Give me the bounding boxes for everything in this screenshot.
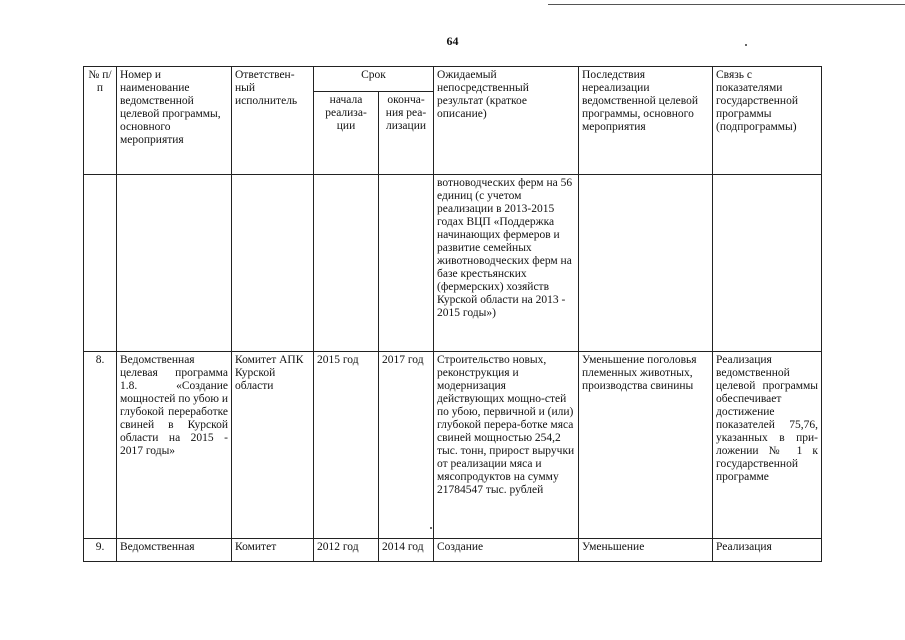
- header-expected: Ожидаемый непосредственный результат (краткое описание): [434, 67, 579, 175]
- row-start: 2015 год: [314, 352, 379, 539]
- header-consequences: Последствия нереализации ведомственной целевой программы, основного мероприятия: [579, 67, 713, 175]
- row-consequences: Уменьшение поголовья племенных животных, производства свинины: [579, 352, 713, 539]
- table-row: [84, 175, 822, 352]
- program-table: [83, 66, 822, 562]
- header-num: № п/п: [84, 67, 117, 175]
- row-num: [84, 175, 117, 352]
- row-link: Реализация: [713, 539, 822, 562]
- header-term-start: начала реализа-ции: [314, 92, 379, 175]
- row-start: [314, 175, 379, 352]
- header-link: Связь с показателями государственной программы (подпрограммы): [713, 67, 822, 175]
- row-expected: Строительство новых, реконструкция и модернизация действующих мощно-стей по убою, первичной и (или) глубокой перера-ботке мяса свиней мощностью 254,2 тыс. тонн, прирост выручки от реализации мяса и мясопродуктов на сумму 21784547 тыс. рублей: [434, 352, 579, 539]
- table-row: [84, 539, 822, 562]
- row-link: [713, 175, 822, 352]
- row-responsible: Комитет АПК Курской области: [232, 352, 314, 539]
- row-name: [117, 175, 232, 352]
- row-name: Ведомственная целевая программа 1.8. «Создание мощностей по убою и глубокой переработке свиней в Курской области на 2015 - 2017 годы»: [117, 352, 232, 539]
- row-end: [379, 175, 434, 352]
- header-term-end: оконча-ния реа-лизации: [379, 92, 434, 175]
- table-header-row: [84, 67, 822, 92]
- row-expected: вотноводческих ферм на 56 единиц (с учетом реализации в 2013-2015 годах ВЦП «Поддержка начинающих фермеров и развитие семейных животноводческих ферм на базе крестьянских (фермерских) хозяйств Курской области на 2013 - 2015 годы»): [434, 175, 579, 352]
- page-number: 64: [446, 34, 459, 48]
- row-consequences: [579, 175, 713, 352]
- scan-speck: [745, 44, 747, 46]
- header-name: Номер и наименование ведомственной целевой программы, основного мероприятия: [117, 67, 232, 175]
- row-expected: Создание: [434, 539, 579, 562]
- row-start: 2012 год: [314, 539, 379, 562]
- row-num: 9.: [84, 539, 117, 562]
- row-name: Ведомственная: [117, 539, 232, 562]
- row-responsible: Комитет: [232, 539, 314, 562]
- row-end: 2017 год: [379, 352, 434, 539]
- header-term: Срок: [314, 67, 434, 92]
- row-link: Реализация ведомственной целевой программы обеспечивает достижение показателей 75,76, указанных в при-ложении № 1 к государственной программе: [713, 352, 822, 539]
- table-row: [84, 352, 822, 539]
- scan-speck: [430, 527, 432, 529]
- row-consequences: Уменьшение: [579, 539, 713, 562]
- header-responsible: Ответствен-ный исполнитель: [232, 67, 314, 175]
- row-responsible: [232, 175, 314, 352]
- scan-edge-line: [548, 4, 905, 5]
- row-end: 2014 год: [379, 539, 434, 562]
- row-num: 8.: [84, 352, 117, 539]
